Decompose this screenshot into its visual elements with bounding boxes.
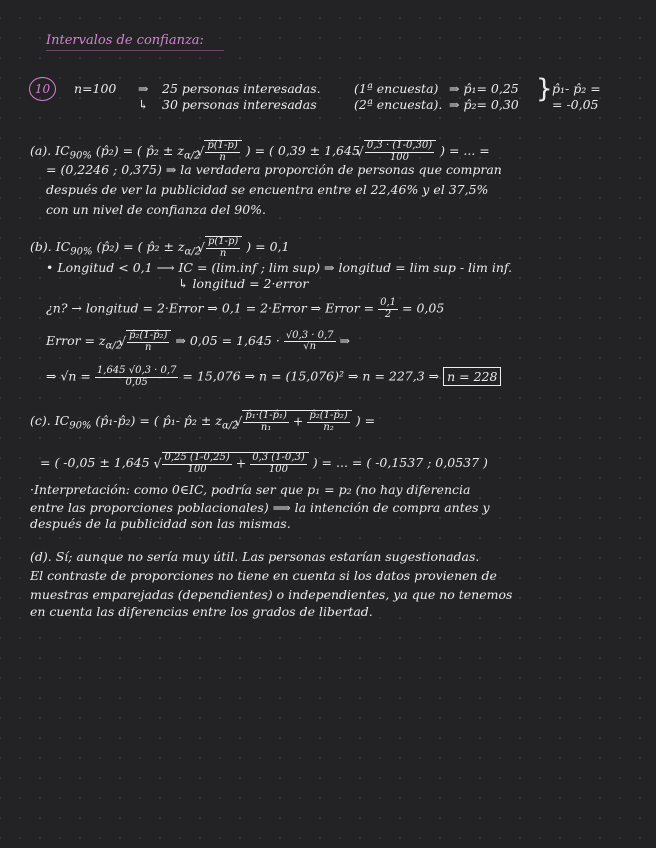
part-c-line1 bbox=[30, 410, 375, 433]
part-c-result: ) = ... = ( -0,1537 ; 0,0537 ) bbox=[312, 455, 488, 470]
sqrt-icon bbox=[242, 410, 351, 433]
frac-den: n₁ bbox=[260, 421, 272, 433]
frac-num: 1,645 √0,3 · 0,7 bbox=[96, 365, 177, 376]
arrow-icon: ⇒ bbox=[339, 333, 350, 348]
part-b-end: ) = 0,1 bbox=[246, 239, 290, 254]
survey1-text: 25 personas interesadas. bbox=[162, 81, 321, 96]
z-subscript: α/2 bbox=[184, 246, 201, 258]
frac-den: n bbox=[219, 247, 227, 259]
frac-num: 0,1 bbox=[380, 297, 397, 308]
part-c-formula: (p̂₁-p̂₂) = ( p̂₁- p̂₂ ± z bbox=[95, 413, 222, 428]
part-c-substitution: = ( -0,05 ± 1,645 · bbox=[40, 455, 158, 470]
part-a-line1 bbox=[30, 140, 490, 163]
part-a-equals: ) = ( 0,39 ± 1,645 bbox=[245, 143, 360, 158]
frac-den: 0,05 bbox=[125, 376, 148, 388]
arrow-icon: ⇒ bbox=[138, 81, 149, 96]
frac-den: 2 bbox=[384, 308, 392, 320]
sqrt-icon bbox=[205, 236, 242, 259]
part-a-label: (a). IC bbox=[30, 143, 70, 158]
answer-box: n = 228 bbox=[443, 367, 501, 386]
frac-num: √ p̂₂(1-p̂₂) bbox=[129, 330, 168, 341]
sample-size: n=100 bbox=[74, 81, 117, 96]
part-b-line4 bbox=[46, 298, 444, 320]
sqrt-icon bbox=[126, 330, 171, 353]
sqrt-icon bbox=[364, 140, 436, 163]
part-b-formula: (p̂₂) = ( p̂₂ ± z bbox=[96, 239, 185, 254]
p1-value: ⇒ p̂₁= 0,25 bbox=[449, 81, 519, 96]
frac-num: √ 0,25 (1-0,25) bbox=[164, 452, 230, 463]
frac-num: 0,3 (1-0,3) bbox=[252, 452, 305, 463]
part-a-formula: (p̂₂) = ( p̂₂ ± z bbox=[95, 143, 184, 158]
part-b-error-formula: Error = z bbox=[46, 333, 106, 348]
part-b-line1 bbox=[30, 236, 289, 259]
z-subscript: α/2 bbox=[183, 150, 201, 162]
part-c-interp1: ·Interpretación: como 0∈IC, podría ser que p₁ = p₂ (no hay diferencia bbox=[30, 482, 471, 497]
part-c-interp2: entre las proporciones poblacionales) ⟹ la intención de compra antes y bbox=[30, 500, 490, 515]
part-d-line4: en cuenta las diferencias entre los grados de libertad. bbox=[30, 604, 373, 619]
plus-sign: + bbox=[292, 413, 304, 429]
part-a-line3: después de ver la publicidad se encuentra entre el 22,46% y el 37,5% bbox=[46, 182, 489, 197]
frac-num: √0,3 · 0,7 bbox=[285, 329, 334, 341]
part-a-line4: con un nivel de confianza del 90%. bbox=[46, 202, 267, 217]
part-b-line6 bbox=[46, 366, 501, 388]
brace-icon: } bbox=[536, 74, 553, 104]
sqrt-icon bbox=[162, 452, 309, 475]
p2-value: ⇒ p̂₂= 0,30 bbox=[449, 97, 519, 112]
part-c-interp3: después de la publicidad son las mismas. bbox=[30, 516, 291, 531]
conf-subscript: 90% bbox=[69, 150, 92, 162]
part-d-line1: (d). Sí; aunque no sería muy útil. Las personas estarían sugestionadas. bbox=[30, 549, 480, 564]
part-a-end: ) = ... = bbox=[440, 143, 490, 158]
part-b-sqrt-n: ⇒ √n = bbox=[46, 368, 91, 384]
part-b-error-value: = 0,05 bbox=[402, 300, 445, 316]
title-underline bbox=[46, 50, 224, 51]
part-d-line2: El contraste de proporciones no tiene en cuenta si los datos provienen de bbox=[30, 568, 497, 583]
frac-den: √n bbox=[303, 341, 317, 352]
z-subscript: α/2 bbox=[105, 340, 123, 352]
part-b-error-eq: ⇒ 0,05 = 1,645 · bbox=[175, 333, 280, 348]
part-c-end: ) = bbox=[355, 413, 376, 428]
frac-den: 100 bbox=[187, 463, 207, 475]
part-b-line2: • Longitud < 0,1 ⟶ IC = (lim.inf ; lim sup) ⇒ longitud = lim sup - lim inf. bbox=[46, 260, 513, 275]
diff-label: p̂₁- p̂₂ = bbox=[552, 81, 601, 96]
survey2-text: 30 personas interesadas bbox=[162, 97, 317, 112]
part-b-line5 bbox=[46, 330, 350, 353]
conf-subscript: 90% bbox=[69, 420, 92, 432]
part-d-line3: muestras emparejadas (dependientes) o independientes, ya que no tenemos bbox=[30, 587, 513, 602]
survey1-note: (1ª encuesta) bbox=[354, 81, 439, 96]
frac-den: 100 bbox=[389, 151, 410, 163]
frac-num: p̂₂(1-p̂₂) bbox=[309, 410, 348, 421]
part-b-n-calc: = 15,076 ⇒ n = (15,076)² ⇒ n = 227,3 ⇒ bbox=[182, 368, 440, 384]
frac-num: √ p̂(1-p) bbox=[207, 140, 238, 151]
part-b-label: (b). IC bbox=[30, 239, 71, 254]
frac-num: √ p̂₁·(1-p̂₁) bbox=[245, 410, 287, 421]
problem-number-badge: 10 bbox=[29, 77, 56, 101]
frac-den: n bbox=[219, 151, 226, 163]
z-subscript: α/2 bbox=[221, 420, 239, 432]
survey2-note: (2ª encuesta). bbox=[354, 97, 443, 112]
page-title: Intervalos de confianza: bbox=[46, 33, 204, 48]
part-c-line2 bbox=[40, 452, 488, 475]
frac-den: n₂ bbox=[323, 421, 334, 433]
part-b-n-question: ¿n? → longitud = 2·Error ⇒ 0,1 = 2·Error ⇒ Error = bbox=[46, 300, 375, 316]
frac-den: n bbox=[144, 341, 152, 353]
part-a-line2: = (0,2246 ; 0,375) ⇒ la verdadera proporción de personas que compran bbox=[46, 162, 502, 177]
hook-arrow-icon: ↳ bbox=[138, 97, 149, 112]
frac-num: √ p(1-p) bbox=[207, 236, 239, 247]
part-c-label: (c). IC bbox=[30, 413, 70, 428]
sqrt-icon bbox=[204, 140, 241, 163]
conf-subscript: 90% bbox=[70, 246, 93, 258]
frac-den: 100 bbox=[268, 463, 288, 475]
part-b-line3: ↳ longitud = 2·error bbox=[178, 276, 309, 291]
plus-sign: + bbox=[235, 455, 247, 471]
frac-num: √ 0,3 · (1-0,30) bbox=[366, 140, 433, 151]
diff-value: = -0,05 bbox=[552, 97, 599, 112]
